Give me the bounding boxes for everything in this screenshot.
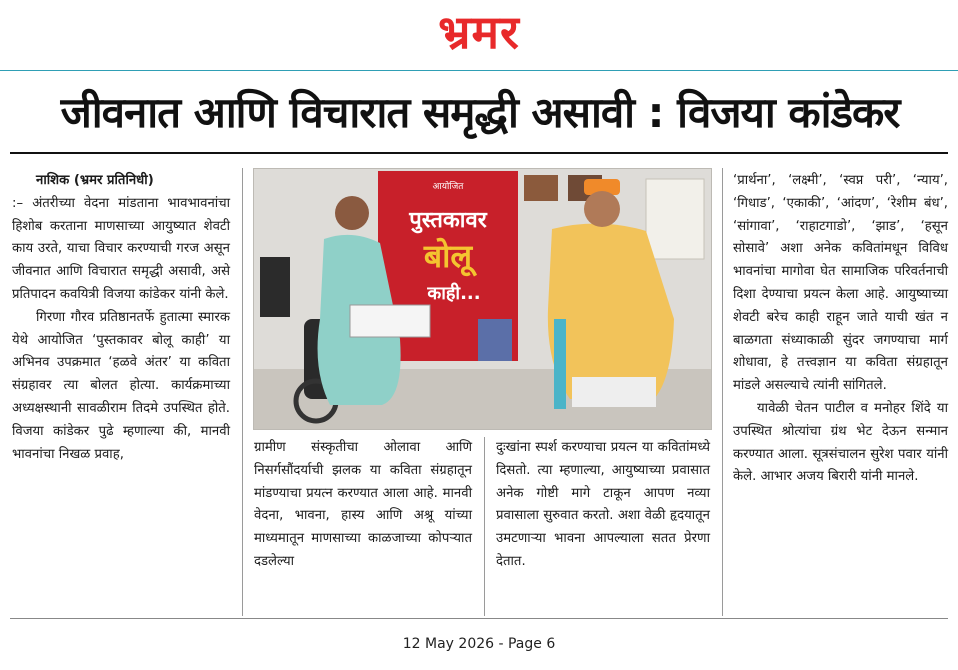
headline-rule bbox=[10, 152, 948, 154]
column-divider bbox=[242, 168, 243, 616]
banner-top-text: आयोजित bbox=[432, 182, 464, 192]
guest-man-head bbox=[584, 191, 620, 227]
article-column-2 bbox=[254, 437, 472, 574]
wall-calendar bbox=[646, 179, 704, 259]
article-paragraph: ‘प्रार्थना’, ‘लक्ष्मी’, ‘स्वप्न परी’, ‘न्याय’, ‘गिधाड’, ‘एकाकी’, ‘आंदण’, ‘रेशीम बंध’, ‘सांगावा’, ‘राहाटगाडो’, ‘झाड’, ‘हसून सोसावे’ अशा अनेक कवितांमधून विविध भावनांचा मागोवा घेत सामाजिक परिवर्तनाची दिशा देण्याचा प्रयत्न केला आहे. आयुष्याच्या शेवटी बरेच काही राहून जाते याची खंत न बाळगता संध्याकाळी सुंदर जगण्याचा मार्ग शोधावा, हे तत्त्वज्ञान या कविता संग्रहातून मांडले असल्याचे त्यांनी सांगितले. bbox=[733, 173, 948, 394]
event-photo-illustration bbox=[254, 169, 711, 429]
banner-title-line-3: काही... bbox=[427, 283, 481, 304]
banner-title-line-1: पुस्तकावर bbox=[409, 208, 487, 233]
article-column-1 bbox=[12, 170, 230, 466]
newspaper-logo: भ्रमर bbox=[438, 5, 520, 59]
dateline: नाशिक (भ्रमर प्रतिनिधी) bbox=[36, 173, 154, 188]
teal-chair bbox=[554, 319, 566, 409]
article-column-4 bbox=[733, 170, 948, 489]
speaker-woman-head bbox=[335, 196, 369, 230]
page-footer: 12 May 2026 - Page 6 bbox=[402, 636, 556, 652]
article-column-3 bbox=[496, 437, 710, 574]
article-paragraph: गिरणा गौरव प्रतिष्ठानतर्फे हुतात्मा स्मारक येथे आयोजित ‘पुस्तकावर बोलू काही’ या अभिनव उपक्रमात ‘हळवे अंतर’ या कविता संग्रहावर त्या बोलत होत्या. कार्यक्रमाच्या अध्यक्षस्थानी सावळीराम तिदमे उपस्थित होते. विजया कांडेकर पुढे म्हणाल्या की, मानवी भावनांचा निखळ प्रवाह, bbox=[12, 309, 230, 462]
article-headline: जीवनात आणि विचारात समृद्धी असावी : विजया कांडेकर bbox=[60, 88, 900, 137]
article-paragraph bbox=[12, 170, 230, 193]
article-paragraph: यावेळी चेतन पाटील व मनोहर शिंदे या उपस्थित श्रोत्यांचा ग्रंथ भेट देऊन सन्मान करण्यात आला. सूत्रसंचालन सुरेश पवार यांनी केले. आभार अजय बिरारी यांनी मानले. bbox=[733, 400, 948, 485]
column-divider bbox=[722, 168, 723, 616]
speaker-cabinet bbox=[260, 257, 290, 317]
article-paragraph: ग्रामीण संस्कृतीचा ओलावा आणि निसर्गसौंदर्याची झलक या कविता संग्रहातून मांडण्याचा प्रयत्न करण्यात आला आहे. मानवी वेदना, भावना, हास्य आणि अश्रू यांच्या माध्यमातून माणसाच्या काळजाच्या कोपऱ्यात दडलेल्या bbox=[254, 440, 472, 569]
article-paragraph: :– अंतरीच्या वेदना मांडताना भावभावनांचा हिशोब करताना माणसाच्या आयुष्यात शेवटी काय उरते, याचा विचार करण्याची गरज असून जीवनात आणि विचारात समृद्धी असावी, असे प्रतिपादन कवयित्री विजया कांडेकर यांनी केले. bbox=[12, 195, 230, 302]
guest-man-dhoti bbox=[572, 377, 656, 407]
masthead-rule bbox=[0, 70, 958, 71]
article-photo bbox=[253, 168, 712, 430]
article-paragraph: दुःखांना स्पर्श करण्याचा प्रयत्न या कवितांमध्ये दिसतो. त्या म्हणाल्या, आयुष्याच्या प्रवासात अनेक गोष्टी मागे टाकून आपण नव्या प्रवासाला सुरुवात करतो. अशा वेळी हृदयातून उमटणाऱ्या भावना आपल्याला सतत प्रेरणा देतात. bbox=[496, 440, 710, 569]
footer-rule bbox=[10, 618, 948, 619]
paper-sheets bbox=[350, 305, 430, 337]
column-divider bbox=[484, 437, 485, 616]
masthead bbox=[0, 0, 958, 68]
banner-title-line-2: बोलू bbox=[423, 237, 473, 275]
book-stack bbox=[478, 319, 512, 361]
wall-portrait bbox=[524, 175, 558, 201]
